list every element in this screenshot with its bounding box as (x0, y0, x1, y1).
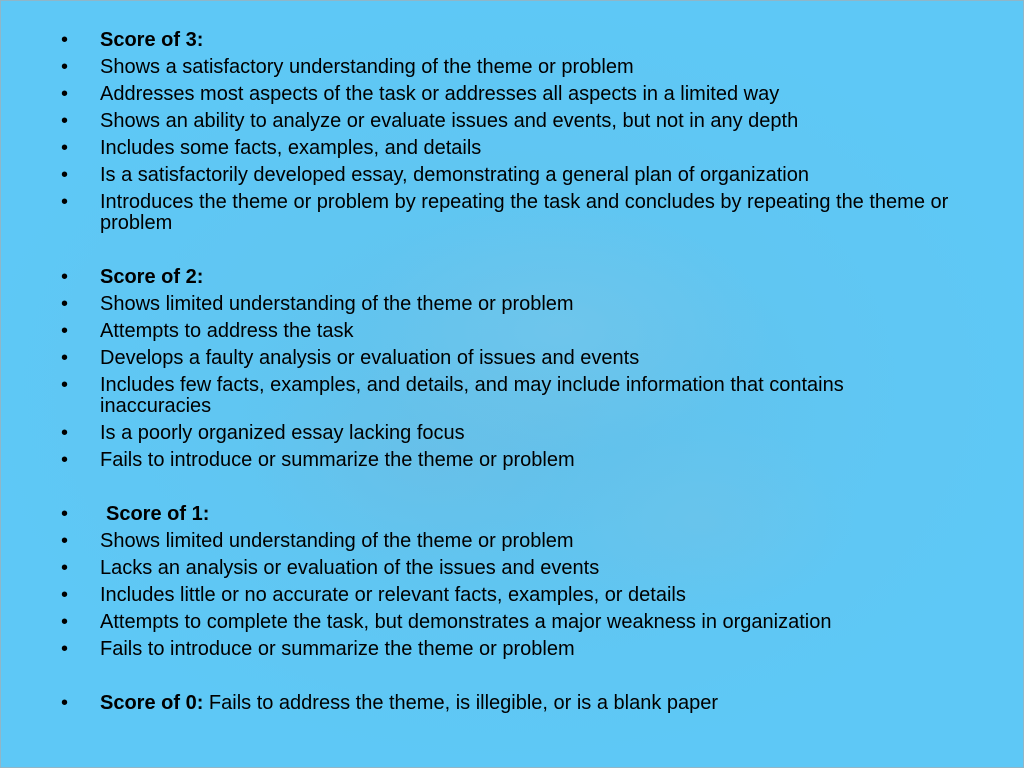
bullet-icon: • (61, 638, 69, 660)
list-item (57, 582, 957, 609)
bullet-icon: • (61, 29, 69, 51)
list-item-text: Is a satisfactorily developed essay, demonstrating a general plan of organization (100, 164, 809, 186)
rubric-content (57, 27, 957, 717)
score-0-description: Fails to address the theme, is illegible, or is a blank paper (203, 692, 719, 714)
list-item-text: Develops a faulty analysis or evaluation of issues and events (100, 347, 640, 369)
list-item (57, 162, 957, 189)
list-item (57, 81, 957, 108)
list-item-text: Lacks an analysis or evaluation of the issues and events (100, 557, 600, 579)
list-item (57, 420, 957, 447)
list-item-text: Attempts to address the task (100, 320, 354, 342)
list-item (57, 372, 957, 420)
bullet-icon: • (61, 266, 69, 288)
list-item (57, 318, 957, 345)
score-3-heading (57, 27, 957, 54)
list-item (57, 528, 957, 555)
list-item (57, 291, 957, 318)
list-item-text: Fails to introduce or summarize the theme or problem (100, 449, 575, 471)
score-0-heading-text: Score of 0: (100, 692, 204, 714)
bullet-icon: • (61, 422, 69, 444)
score-1-heading (57, 501, 957, 528)
list-item-text: Shows limited understanding of the theme or problem (100, 293, 574, 315)
score-3-heading-text: Score of 3: (100, 29, 204, 51)
section-spacer (57, 663, 957, 690)
list-item-text: Includes some facts, examples, and details (100, 137, 482, 159)
bullet-icon: • (61, 374, 69, 396)
score-1-heading-text: Score of 1: (106, 503, 210, 525)
bullet-icon: • (61, 692, 69, 714)
list-item (57, 636, 957, 663)
bullet-icon: • (61, 320, 69, 342)
list-item-text: Attempts to complete the task, but demonstrates a major weakness in organization (100, 611, 832, 633)
list-item (57, 345, 957, 372)
bullet-icon: • (61, 56, 69, 78)
list-item-text: Addresses most aspects of the task or addresses all aspects in a limited way (100, 83, 780, 105)
list-item (57, 609, 957, 636)
bullet-icon: • (61, 530, 69, 552)
bullet-icon: • (61, 164, 69, 186)
score-2-heading-text: Score of 2: (100, 266, 204, 288)
list-item (57, 54, 957, 81)
section-spacer (57, 237, 957, 264)
list-item-text: Shows limited understanding of the theme or problem (100, 530, 574, 552)
list-item (57, 135, 957, 162)
bullet-icon: • (61, 557, 69, 579)
bullet-icon: • (61, 137, 69, 159)
score-0-heading (57, 690, 957, 717)
rubric-list (57, 27, 957, 717)
bullet-icon: • (61, 191, 69, 213)
bullet-icon: • (61, 449, 69, 471)
bullet-icon: • (61, 347, 69, 369)
list-item (57, 189, 957, 237)
score-2-heading (57, 264, 957, 291)
list-item (57, 108, 957, 135)
list-item-text: Fails to introduce or summarize the theme or problem (100, 638, 575, 660)
list-item-text: Includes few facts, examples, and details, and may include information that contains inaccuracies (100, 374, 844, 417)
bullet-icon: • (61, 611, 69, 633)
list-item-text: Shows an ability to analyze or evaluate issues and events, but not in any depth (100, 110, 799, 132)
bullet-icon: • (61, 110, 69, 132)
list-item (57, 447, 957, 474)
section-spacer (57, 474, 957, 501)
bullet-icon: • (61, 503, 69, 525)
list-item (57, 555, 957, 582)
list-item-text: Shows a satisfactory understanding of the theme or problem (100, 56, 634, 78)
list-item-text: Is a poorly organized essay lacking focus (100, 422, 465, 444)
bullet-icon: • (61, 584, 69, 606)
bullet-icon: • (61, 83, 69, 105)
list-item-text: Introduces the theme or problem by repeating the task and concludes by repeating the theme or problem (100, 191, 949, 234)
list-item-text: Includes little or no accurate or relevant facts, examples, or details (100, 584, 686, 606)
bullet-icon: • (61, 293, 69, 315)
